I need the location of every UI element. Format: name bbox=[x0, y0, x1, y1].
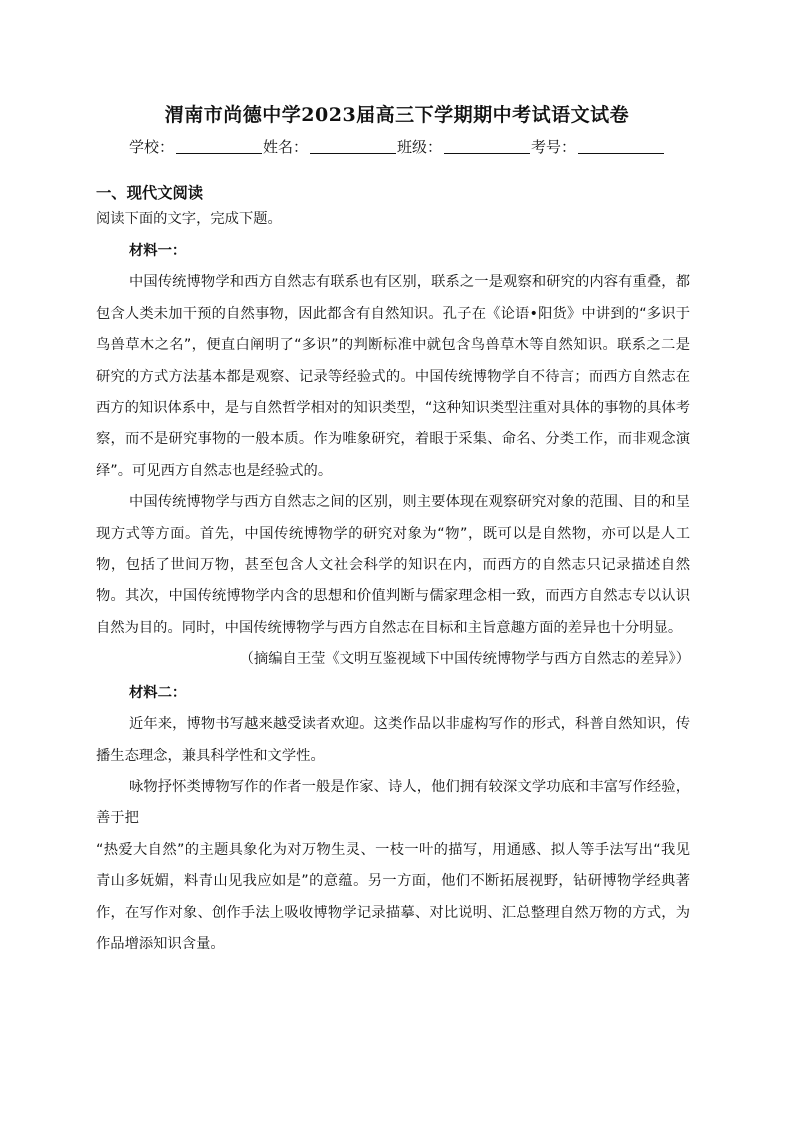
material-two-paragraph-2: 咏物抒怀类博物写作的作者一般是作家、诗人，他们拥有较深文学功底和丰富写作经验，善于把 bbox=[96, 778, 690, 827]
material-two-paragraph-1: 近年来，博物书写越来越受读者欢迎。这类作品以非虚构写作的形式，科普自然知识，传播生态理念，兼具科学性和文学性。 bbox=[96, 716, 690, 764]
school-label: 学校： bbox=[128, 139, 174, 156]
section-heading: 一、现代文阅读 bbox=[96, 184, 204, 202]
exam-number-field bbox=[531, 136, 665, 157]
name-blank[interactable] bbox=[310, 139, 396, 154]
reading-section bbox=[96, 180, 690, 960]
exam-number-label: 考号： bbox=[531, 139, 577, 156]
material-one-source: （摘编自王莹《文明互鉴视域下中国传统博物学与西方自然志的差异》） bbox=[239, 651, 690, 668]
class-blank[interactable] bbox=[444, 139, 530, 154]
exam-title: 渭南市尚德中学2023届高三下学期期中考试语文试卷 bbox=[164, 104, 630, 126]
school-blank[interactable] bbox=[176, 139, 262, 154]
class-label: 班级： bbox=[397, 139, 443, 156]
class-field bbox=[397, 136, 531, 157]
exam-number-blank[interactable] bbox=[578, 139, 664, 154]
material-two-label: 材料二： bbox=[129, 684, 187, 701]
name-field bbox=[263, 136, 397, 157]
name-label: 姓名： bbox=[262, 139, 308, 156]
material-one-label: 材料一： bbox=[129, 243, 187, 259]
material-one-paragraph-2: 中国传统博物学与西方自然志之间的区别，则主要体现在观察研究对象的范围、目的和呈现方式等方面。首先，中国传统博物学的研究对象为“物”，既可以是自然物，亦可以是人工物，包括了世间万物，甚至包含人文社会科学的知识在内，而西方的自然志只记录描述自然物。其次，中国传统博物学内含的思想和价值判断与儒家理念相一致，而西方自然志专以认识自然为目的。同时，中国传统博物学与西方自然志在目标和主旨意趣方面的差异也十分明显。 bbox=[96, 494, 690, 636]
material-two-paragraph-3: “热爱大自然”的主题具象化为对万物生灵、一枝一叶的描写，用通感、拟人等手法写出“我见青山多妩媚，料青山见我应如是”的意蕴。另一方面，他们不断拓展视野，钻研博物学经典著作，在写作对象、创作手法上吸收博物学记录描摹、对比说明、汇总整理自然万物的方式，为作品增添知识含量。 bbox=[96, 841, 690, 952]
student-info-row bbox=[0, 136, 794, 157]
school-field bbox=[129, 136, 263, 157]
material-one-paragraph-1: 中国传统博物学和西方自然志有联系也有区别，联系之一是观察和研究的内容有重叠，都包含人类未加干预的自然事物，因此都含有自然知识。孔子在《论语•阳货》中讲到的“多识于鸟兽草木之名”，便直白阐明了“多识”的判断标准中就包含鸟兽草木等自然知识。联系之二是研究的方式方法基本都是观察、记录等经验式的。中国传统博物学自不待言；而西方自然志在西方的知识体系中，是与自然哲学相对的知识类型，“这种知识类型注重对具体的事物的具体考察，而不是研究事物的一般本质。作为唯象研究，着眼于采集、命名、分类工作，而非观念演绎”。可见西方自然志也是经验式的。 bbox=[96, 274, 690, 479]
section-instruction: 阅读下面的文字，完成下题。 bbox=[96, 211, 282, 227]
